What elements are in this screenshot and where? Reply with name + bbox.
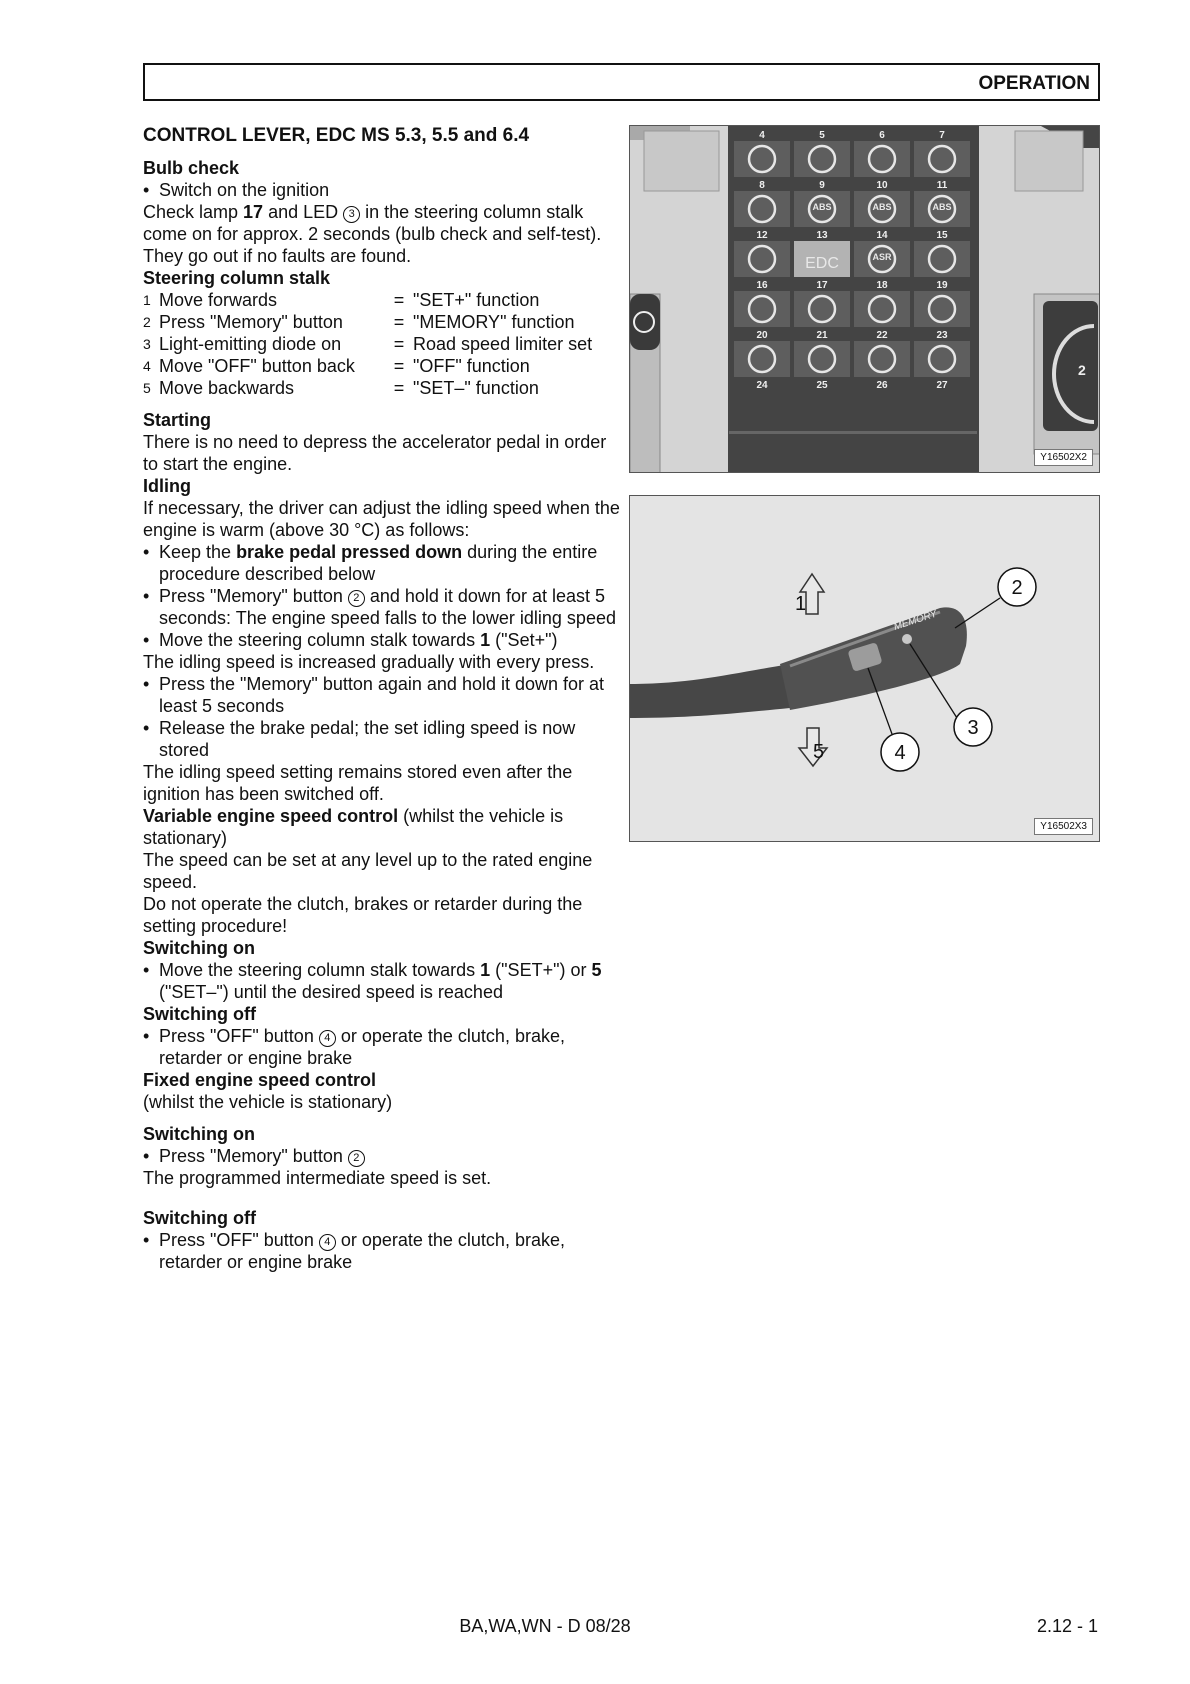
figure-code: Y16502X3	[1034, 818, 1093, 835]
edc-label: EDC	[805, 255, 839, 272]
lamp-number: 27	[936, 380, 948, 391]
stalk-n: 4	[143, 358, 151, 374]
lamp-number: 20	[756, 330, 768, 341]
ref-circle: 4	[319, 1234, 336, 1251]
idling-end-text: The idling speed setting remains stored even after the ignition has been switched off.	[143, 762, 573, 804]
lamp-number: 14	[876, 230, 888, 241]
callout-1: 1	[795, 593, 807, 615]
bulb-check-bullet: • Switch on the ignition	[143, 179, 621, 201]
stalk-action: Light-emitting diode on	[159, 334, 342, 354]
bulb-check-text: Check lamp 17 and LED 3 in the steering column stalk come on for approx. 2 seconds (bulb check and self-test). They go out if no faults are found.	[143, 202, 602, 266]
lamp-label: ABS	[812, 202, 832, 212]
stalk-result: "SET–" function	[413, 378, 539, 398]
lamp-number: 23	[936, 330, 948, 341]
fixed-heading: Fixed engine speed control	[143, 1070, 377, 1090]
stalk-eq: =	[393, 290, 405, 310]
stalk-eq: =	[393, 334, 405, 354]
idling-bullet-1: • Keep the brake pedal pressed down during the entire procedure described below	[143, 541, 621, 585]
fixed-on-text: The programmed intermediate speed is set.	[143, 1168, 492, 1188]
stalk-row	[143, 333, 592, 355]
stalk-eq: =	[393, 356, 405, 376]
lamp-number: 12	[756, 230, 768, 241]
stalk-table	[143, 289, 592, 399]
idling-bullet-4: • Press the "Memory" button again and hold it down for at least 5 seconds	[143, 673, 621, 717]
ref-circle: 2	[348, 1150, 365, 1167]
stalk-result: "OFF" function	[413, 356, 530, 376]
lamp-number: 22	[876, 330, 888, 341]
ref-circle: 4	[319, 1030, 336, 1047]
idling-mid-text: The idling speed is increased gradually with every press.	[143, 652, 595, 672]
stalk-result: "SET+" function	[413, 290, 540, 310]
lamp-number: 26	[876, 380, 888, 391]
variable-off-heading: Switching off	[143, 1004, 256, 1024]
stalk-action: Move "OFF" button back	[159, 356, 355, 376]
stalk-action: Press "Memory" button	[159, 312, 343, 332]
gauge-label: 2	[1078, 362, 1086, 378]
lamp-number: 17	[816, 280, 828, 291]
ref-circle: 2	[348, 590, 365, 607]
lamp-number: 9	[819, 180, 825, 191]
starting-text: There is no need to depress the accelerator pedal in order to start the engine.	[143, 432, 607, 474]
stalk-n: 2	[143, 314, 151, 330]
footer-page-number: 2.12 - 1	[1036, 1616, 1098, 1636]
stalk-n: 1	[143, 292, 151, 308]
callout-4: 4	[894, 742, 906, 764]
lamp-number: 4	[759, 130, 765, 141]
idling-bullet-5: • Release the brake pedal; the set idling speed is now stored	[143, 717, 621, 761]
lamp-number: 18	[876, 280, 888, 291]
lamp-number: 8	[759, 180, 765, 191]
stalk-heading: Steering column stalk	[143, 268, 331, 288]
text-column	[143, 125, 621, 1273]
ref-circle: 3	[343, 206, 360, 223]
fixed-sub: (whilst the vehicle is stationary)	[143, 1092, 393, 1112]
warning-panel-illustration	[630, 126, 1100, 473]
stalk-result: "MEMORY" function	[413, 312, 575, 332]
footer-doc-id: BA,WA,WN - D 08/28	[459, 1616, 631, 1636]
stalk-row	[143, 311, 592, 333]
lamp-number: 5	[819, 130, 825, 141]
stalk-row	[143, 289, 592, 311]
control-lever-illustration	[630, 496, 1100, 842]
fixed-on-bullet: • Press "Memory" button 2	[143, 1145, 621, 1167]
lamp-label: ABS	[932, 202, 952, 212]
figure-control-lever	[629, 495, 1100, 842]
stalk-n: 3	[143, 336, 151, 352]
lamp-number: 15	[936, 230, 948, 241]
section-header	[143, 63, 1100, 101]
idling-heading: Idling	[143, 476, 191, 496]
page-title: CONTROL LEVER, EDC MS 5.3, 5.5 and 6.4	[143, 125, 530, 146]
variable-heading: Variable engine speed control (whilst the vehicle is stationary)	[143, 806, 564, 848]
stalk-action: Move forwards	[159, 290, 278, 310]
lamp-label: ASR	[872, 252, 892, 262]
idling-bullet-2: • Press "Memory" button 2 and hold it down for at least 5 seconds: The engine speed falls to the lower idling speed	[143, 585, 621, 629]
stalk-n: 5	[143, 380, 151, 396]
fixed-off-heading: Switching off	[143, 1208, 256, 1228]
stalk-row	[143, 355, 592, 377]
stalk-text: MEMORY	[892, 608, 939, 633]
lamp-number: 16	[756, 280, 768, 291]
lamp-number: 13	[816, 230, 828, 241]
starting-heading: Starting	[143, 410, 212, 430]
fixed-on-heading: Switching on	[143, 1124, 255, 1144]
stalk-result: Road speed limiter set	[413, 334, 593, 354]
lamp-number: 24	[756, 380, 768, 391]
stalk-row	[143, 377, 592, 399]
figure-warning-panel	[629, 125, 1100, 473]
led	[902, 634, 912, 644]
lamp-number: 10	[876, 180, 888, 191]
variable-on-heading: Switching on	[143, 938, 255, 958]
stalk-eq: =	[393, 312, 405, 332]
variable-text-1: The speed can be set at any level up to the rated engine speed.	[143, 850, 593, 892]
variable-off-bullet: • Press "OFF" button 4 or operate the clutch, brake, retarder or engine brake	[143, 1025, 621, 1069]
variable-text-2: Do not operate the clutch, brakes or retarder during the setting procedure!	[143, 894, 583, 936]
callout-2: 2	[1011, 577, 1023, 599]
callout-3: 3	[967, 717, 979, 739]
stalk-eq: =	[393, 378, 405, 398]
lamp-number: 19	[936, 280, 948, 291]
lamp-number: 25	[816, 380, 828, 391]
lamp-number: 21	[816, 330, 828, 341]
callout-5: 5	[813, 741, 825, 763]
lamp-label: ABS	[872, 202, 892, 212]
section-title: OPERATION	[978, 73, 1090, 94]
figure-code: Y16502X2	[1034, 449, 1093, 466]
stalk-action: Move backwards	[159, 378, 295, 398]
lamp-number: 7	[939, 130, 945, 141]
lamp-number: 11	[936, 180, 948, 191]
idling-intro: If necessary, the driver can adjust the idling speed when the engine is warm (above 30 °C) as follows:	[143, 498, 620, 540]
lamp-number: 6	[879, 130, 885, 141]
fixed-off-bullet: • Press "OFF" button 4 or operate the clutch, brake, retarder or engine brake	[143, 1229, 621, 1273]
bulb-check-heading: Bulb check	[143, 158, 240, 178]
idling-bullet-3: • Move the steering column stalk towards 1 ("Set+")	[143, 629, 621, 651]
variable-on-bullet: • Move the steering column stalk towards 1 ("SET+") or 5 ("SET–") until the desired speed is reached	[143, 959, 621, 1003]
